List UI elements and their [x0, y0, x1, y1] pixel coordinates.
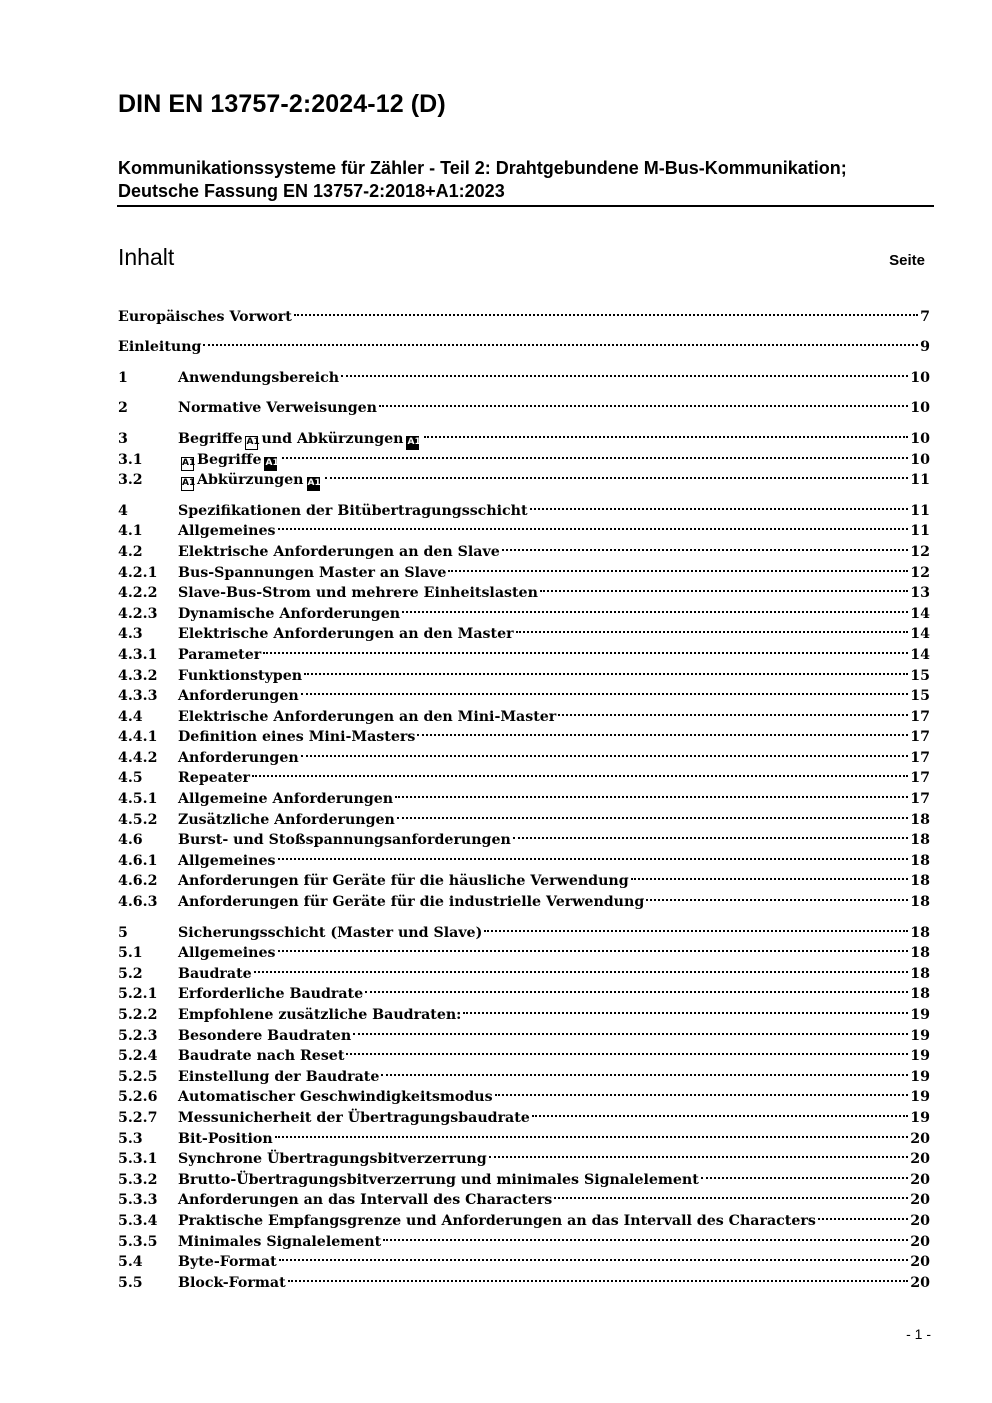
toc-entry[interactable] [118, 916, 930, 941]
toc-entry-title: Europäisches Vorwort [118, 308, 292, 325]
toc-entry-title: Allgemeine Anforderungen [178, 791, 394, 808]
toc-entry-number: 4 [118, 502, 128, 519]
toc-entry-title: Messunicherheit der Übertragungsbaudrate [178, 1109, 530, 1126]
toc-entry-title: Praktische Empfangsgrenze und Anforderungen an das Intervall des Characters [178, 1212, 816, 1229]
toc-entry-number: 4.5.1 [118, 791, 158, 808]
toc-entry[interactable] [118, 443, 930, 468]
toc-entry-title: Begriffe A1 und Abkürzungen A1 [178, 429, 422, 450]
toc-entry[interactable] [118, 978, 930, 1003]
toc-entry[interactable] [118, 1143, 930, 1168]
toc-entry-number: 5.3.2 [118, 1171, 158, 1188]
toc-entry-number: 5.3.1 [118, 1151, 158, 1168]
toc-entry-page: 11 [910, 523, 930, 540]
toc-dot-leader [203, 331, 918, 352]
toc-entry-page: 14 [910, 605, 930, 622]
toc-entry-title: Anwendungsbereich [178, 369, 340, 386]
toc-entry-title: Anforderungen für Geräte für die industrielle Verwendung [178, 894, 645, 911]
toc-entry[interactable] [118, 998, 930, 1023]
toc-entry[interactable] [118, 1101, 930, 1126]
toc-entry-number: 5.2.2 [118, 1007, 158, 1023]
toc-entry-page: 12 [910, 543, 930, 560]
toc-dot-leader [395, 782, 908, 803]
toc-entry-number: 4.2 [118, 543, 143, 560]
toc-dot-leader [254, 957, 909, 978]
toc-entry-page: 17 [910, 791, 930, 808]
toc-entry-number: 4.2.2 [118, 585, 158, 602]
amendment-start-marker-icon: A1 [245, 436, 258, 450]
toc-entry[interactable] [118, 741, 930, 766]
toc-entry-title: Burst- und Stoßspannungsanforderungen [178, 832, 511, 849]
toc-dot-leader [346, 1040, 908, 1061]
toc-entry-page: 17 [910, 708, 930, 725]
toc-entry-page: 19 [910, 1109, 930, 1126]
toc-entry-page: 7 [920, 308, 930, 325]
toc-dot-leader [383, 1225, 908, 1246]
toc-entry-title: Automatischer Geschwindigkeitsmodus [178, 1089, 493, 1106]
toc-entry-title: Bit-Position [178, 1130, 273, 1147]
toc-entry[interactable] [118, 824, 930, 849]
toc-dot-leader [252, 762, 908, 783]
amendment-end-marker-icon: A1 [406, 436, 419, 450]
toc-entry-number: 4.6.1 [118, 852, 158, 869]
toc-entry-title: Zusätzliche Anforderungen [178, 811, 395, 828]
toc-entry-number: 4.3 [118, 626, 143, 643]
toc-entry-number: 1 [118, 369, 128, 386]
toc-entry-title: Anforderungen [178, 749, 299, 766]
toc-dot-leader [558, 700, 908, 721]
toc-entry-title: Spezifikationen der Bitübertragungsschicht [178, 502, 528, 519]
toc-dot-leader [278, 937, 909, 958]
toc-entry-title: Allgemeines [178, 945, 276, 962]
toc-entry[interactable] [118, 1060, 930, 1085]
toc-dot-leader [463, 998, 908, 1019]
toc-entry-number: 4.6.2 [118, 873, 158, 890]
toc-entry-title: Besondere Baudraten [178, 1027, 352, 1044]
toc-entry[interactable] [118, 1040, 930, 1065]
toc-dot-leader [301, 741, 909, 762]
toc-entry-page: 10 [910, 400, 930, 417]
toc-entry-number: 5.2.5 [118, 1068, 158, 1085]
toc-entry-number: 5.2.7 [118, 1109, 158, 1126]
toc-entry-number: 5.2.3 [118, 1027, 158, 1044]
toc-entry-page: 14 [910, 646, 930, 663]
toc-entry-number: 5.2 [118, 965, 143, 982]
toc-dot-leader [516, 618, 909, 639]
toc-entry-title: Definition eines Mini-Masters [178, 729, 416, 746]
toc-entry[interactable] [118, 392, 930, 417]
toc-entry-title: Normative Verweisungen [178, 400, 377, 417]
toc-entry-number: 4.5.2 [118, 811, 158, 828]
toc-entry[interactable] [118, 494, 930, 519]
toc-entry-page: 17 [910, 729, 930, 746]
toc-entry-page: 11 [910, 472, 930, 489]
toc-dot-leader [701, 1163, 908, 1184]
toc-entry-title: Sicherungsschicht (Master und Slave) [178, 924, 483, 941]
toc-entry[interactable] [118, 957, 930, 982]
toc-entry-page: 18 [910, 832, 930, 849]
toc-dot-leader [417, 721, 908, 742]
toc-entry[interactable] [118, 1081, 930, 1106]
toc-entry-number: 3.1 [118, 451, 143, 468]
toc-entry-page: 19 [910, 1068, 930, 1085]
toc-entry-page: 20 [910, 1151, 930, 1168]
toc-entry-title: Brutto-Übertragungsbitverzerrung und minimales Signalelement [178, 1171, 699, 1188]
title-underline [117, 205, 934, 207]
toc-dot-leader [540, 577, 908, 598]
toc-entry-title: Einstellung der Baudrate [178, 1068, 380, 1085]
toc-entry-title: Empfohlene zusätzliche Baudraten: [178, 1007, 462, 1023]
toc-entry[interactable] [118, 515, 930, 540]
toc-entry-number: 5.3.3 [118, 1192, 158, 1209]
toc-entry[interactable] [118, 556, 930, 581]
toc-entry-title: Funktionstypen [178, 667, 303, 684]
toc-entry-number: 3 [118, 430, 128, 447]
toc-entry-page: 13 [910, 585, 930, 602]
toc-dot-leader [379, 392, 908, 413]
table-of-contents [118, 300, 930, 1291]
toc-entry-title: Bus-Spannungen Master an Slave [178, 564, 447, 581]
toc-entry[interactable] [118, 844, 930, 869]
toc-entry-page: 18 [910, 894, 930, 911]
toc-entry-page: 20 [910, 1212, 930, 1229]
toc-entry-title: Elektrische Anforderungen an den Slave [178, 543, 500, 560]
toc-entry-page: 10 [910, 430, 930, 447]
toc-entry-page: 10 [910, 451, 930, 468]
toc-entry-page: 19 [910, 1089, 930, 1106]
toc-entry-page: 20 [910, 1192, 930, 1209]
toc-dot-leader [282, 443, 908, 464]
toc-entry-page: 20 [910, 1274, 930, 1291]
toc-entry-page: 20 [910, 1171, 930, 1188]
toc-entry-page: 20 [910, 1130, 930, 1147]
toc-dot-leader [341, 361, 908, 382]
toc-dot-leader [554, 1184, 908, 1205]
toc-entry-title: Anforderungen an das Intervall des Characters [178, 1192, 553, 1209]
toc-entry[interactable] [118, 1246, 930, 1271]
toc-entry-title: Block-Format [178, 1274, 286, 1291]
toc-entry-title: Slave-Bus-Strom und mehrere Einheitslasten [178, 585, 538, 602]
toc-dot-leader [502, 535, 909, 556]
toc-entry-title: Elektrische Anforderungen an den Master [178, 626, 514, 643]
toc-page-column-label: Seite [889, 252, 925, 269]
toc-entry-number: 2 [118, 400, 128, 417]
toc-heading: Inhalt [118, 244, 175, 270]
toc-entry[interactable] [118, 1122, 930, 1147]
toc-entry[interactable] [118, 1163, 930, 1188]
toc-entry-page: 10 [910, 369, 930, 386]
toc-entry-page: 17 [910, 770, 930, 787]
toc-entry-page: 20 [910, 1233, 930, 1250]
toc-entry[interactable] [118, 1019, 930, 1044]
toc-entry-number: 4.6 [118, 832, 143, 849]
toc-entry-title: Byte-Format [178, 1254, 277, 1271]
toc-entry[interactable] [118, 782, 930, 808]
toc-dot-leader [353, 1019, 908, 1040]
toc-entry[interactable] [118, 535, 930, 560]
toc-entry[interactable] [118, 865, 930, 890]
toc-entry-title: Repeater [178, 770, 251, 787]
toc-entry-title: Elektrische Anforderungen an den Mini-Master [178, 708, 557, 725]
toc-dot-leader [397, 803, 908, 824]
toc-dot-leader [288, 1266, 909, 1287]
toc-entry-title: Parameter [178, 646, 262, 663]
toc-entry-page: 15 [910, 688, 930, 705]
toc-entry-number: 5.2.4 [118, 1048, 158, 1065]
toc-dot-leader [365, 978, 908, 999]
toc-entry-number: 4.3.2 [118, 667, 158, 684]
toc-entry[interactable] [118, 1266, 930, 1291]
toc-dot-leader [530, 494, 909, 515]
toc-entry[interactable] [118, 885, 930, 911]
toc-entry-number: 4.5 [118, 770, 143, 787]
toc-entry-page: 18 [910, 986, 930, 1003]
toc-entry-page: 19 [910, 1027, 930, 1044]
toc-entry[interactable] [118, 464, 930, 489]
toc-dot-leader [532, 1101, 908, 1122]
toc-entry[interactable] [118, 680, 930, 705]
toc-dot-leader [263, 638, 908, 659]
toc-entry-number: 5.1 [118, 945, 143, 962]
toc-entry-page: 17 [910, 749, 930, 766]
toc-entry[interactable] [118, 803, 930, 828]
toc-entry-number: 5.2.1 [118, 986, 158, 1003]
toc-entry[interactable] [118, 331, 930, 356]
toc-dot-leader [646, 885, 908, 906]
amendment-end-marker-icon: A1 [307, 477, 320, 491]
toc-entry-page: 19 [910, 1007, 930, 1023]
toc-entry-page: 18 [910, 852, 930, 869]
toc-entry-page: 12 [910, 564, 930, 581]
toc-entry-number: 5.4 [118, 1254, 143, 1271]
toc-entry-title: Baudrate [178, 965, 252, 982]
toc-entry-title: Synchrone Übertragungsbitverzerrung [178, 1151, 487, 1168]
toc-entry-number: 5.3 [118, 1130, 143, 1147]
toc-entry[interactable] [118, 597, 930, 622]
toc-dot-leader [484, 916, 908, 937]
toc-entry[interactable] [118, 937, 930, 962]
toc-entry[interactable] [118, 1184, 930, 1209]
toc-dot-leader [631, 865, 909, 886]
toc-entry-number: 5.2.6 [118, 1089, 158, 1106]
toc-dot-leader [278, 844, 909, 865]
toc-entry-title: A1 Abkürzungen A1 [178, 470, 323, 491]
subtitle-line-1: Kommunikationssysteme für Zähler - Teil 2: Drahtgebundene M-Bus-Kommunikation; [118, 158, 847, 178]
toc-entry-title: Einleitung [118, 339, 202, 356]
toc-entry-title: Anforderungen für Geräte für die häusliche Verwendung [178, 873, 629, 890]
toc-dot-leader [301, 680, 909, 701]
toc-entry-page: 20 [910, 1254, 930, 1271]
toc-entry-title: Erforderliche Baudrate [178, 986, 364, 1003]
toc-dot-leader [294, 300, 918, 321]
subtitle-line-2: Deutsche Fassung EN 13757-2:2018+A1:2023 [118, 181, 505, 201]
toc-dot-leader [402, 597, 908, 618]
toc-entry-number: 5.3.5 [118, 1233, 158, 1250]
toc-entry-title: Anforderungen [178, 688, 299, 705]
toc-entry-number: 5.3.4 [118, 1212, 158, 1229]
toc-dot-leader [513, 824, 908, 845]
toc-entry-number: 4.1 [118, 523, 143, 540]
toc-entry-title: Baudrate nach Reset [178, 1048, 345, 1065]
toc-dot-leader [818, 1204, 908, 1225]
toc-dot-leader [489, 1143, 909, 1164]
toc-entry[interactable] [118, 361, 930, 386]
toc-entry-page: 18 [910, 873, 930, 890]
document-subtitle [118, 157, 933, 203]
toc-entry-title: A1 Begriffe A1 [178, 450, 280, 471]
toc-entry[interactable] [118, 618, 930, 643]
toc-dot-leader [278, 515, 909, 536]
toc-entry[interactable] [118, 577, 930, 602]
toc-entry-number: 4.4.1 [118, 729, 158, 746]
document-title: DIN EN 13757-2:2024-12 (D) [118, 90, 446, 118]
toc-entry-page: 11 [910, 502, 930, 519]
toc-entry-page: 9 [920, 339, 930, 356]
toc-entry-number: 4.4 [118, 708, 143, 725]
toc-entry[interactable] [118, 638, 930, 663]
toc-entry[interactable] [118, 762, 930, 787]
toc-entry[interactable] [118, 422, 930, 447]
toc-entry-page: 18 [910, 945, 930, 962]
toc-dot-leader [325, 464, 909, 485]
toc-dot-leader [448, 556, 908, 577]
toc-entry-number: 3.2 [118, 472, 143, 489]
toc-entry-page: 14 [910, 626, 930, 643]
toc-entry-page: 18 [910, 965, 930, 982]
toc-dot-leader [279, 1246, 909, 1267]
toc-entry-page: 15 [910, 667, 930, 684]
toc-entry-number: 4.2.3 [118, 605, 158, 622]
toc-entry[interactable] [118, 1225, 930, 1250]
page-number: - 1 - [906, 1326, 931, 1342]
toc-entry-page: 19 [910, 1048, 930, 1065]
toc-entry-number: 5 [118, 924, 128, 941]
toc-entry-title: Dynamische Anforderungen [178, 605, 401, 622]
toc-entry-number: 4.3.1 [118, 646, 158, 663]
toc-entry-page: 18 [910, 924, 930, 941]
toc-dot-leader [381, 1060, 908, 1081]
toc-dot-leader [304, 659, 908, 680]
toc-entry-number: 4.6.3 [118, 894, 158, 911]
toc-dot-leader [424, 422, 908, 443]
toc-dot-leader [495, 1081, 909, 1102]
toc-entry[interactable] [118, 700, 930, 725]
amendment-start-marker-icon: A1 [181, 477, 194, 491]
toc-entry-number: 4.3.3 [118, 688, 158, 705]
toc-entry[interactable] [118, 659, 930, 684]
toc-entry-title: Minimales Signalelement [178, 1233, 382, 1250]
toc-dot-leader [275, 1122, 909, 1143]
toc-entry-title: Allgemeines [178, 523, 276, 540]
toc-entry-number: 4.2.1 [118, 564, 158, 581]
toc-entry[interactable] [118, 1204, 930, 1229]
toc-entry-page: 18 [910, 811, 930, 828]
toc-entry-number: 5.5 [118, 1274, 143, 1291]
amendment-start-marker-icon: A1 [181, 457, 194, 471]
toc-entry-title: Allgemeines [178, 852, 276, 869]
toc-entry-number: 4.4.2 [118, 749, 158, 766]
toc-entry[interactable] [118, 300, 930, 325]
amendment-end-marker-icon: A1 [264, 457, 277, 471]
toc-entry[interactable] [118, 721, 930, 746]
